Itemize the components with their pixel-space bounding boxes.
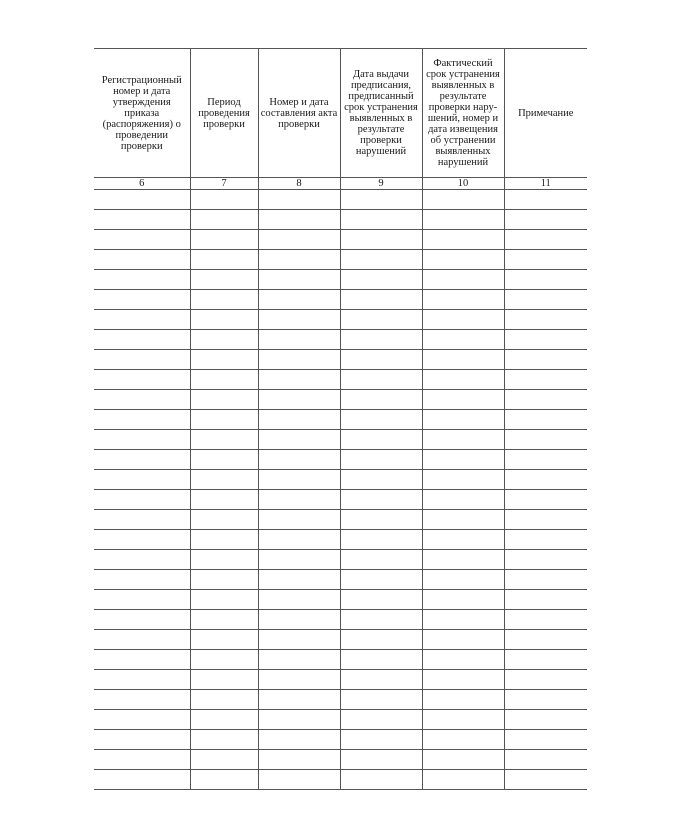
table-cell [190,490,258,510]
table-cell [422,630,504,650]
table-cell [340,230,422,250]
table-cell [94,770,190,790]
table-cell [340,730,422,750]
table-cell [340,710,422,730]
table-cell [190,710,258,730]
table-cell [94,330,190,350]
table-row [94,710,587,730]
table-cell [504,670,587,690]
table-cell [190,550,258,570]
table-cell [340,330,422,350]
table-cell [94,230,190,250]
table-cell [258,470,340,490]
table-cell [94,610,190,630]
table-cell [190,270,258,290]
table-cell [258,370,340,390]
table-cell [190,690,258,710]
table-cell [190,370,258,390]
table-cell [340,370,422,390]
table-cell [340,750,422,770]
table-cell [190,650,258,670]
table-row [94,250,587,270]
table-cell [258,190,340,210]
table-cell [340,430,422,450]
table-cell [258,290,340,310]
table-cell [190,190,258,210]
table-cell [504,690,587,710]
table-cell [340,530,422,550]
table-cell [422,510,504,530]
table-cell [258,410,340,430]
table-cell [190,250,258,270]
table-row [94,670,587,690]
table-cell [258,550,340,570]
table-row [94,530,587,550]
column-number: 10 [422,178,504,190]
table-cell [190,630,258,650]
table-cell [504,470,587,490]
table-cell [422,430,504,450]
table-cell [504,570,587,590]
table-cell [258,590,340,610]
table-row [94,630,587,650]
table-row [94,610,587,630]
table-cell [422,270,504,290]
table-cell [258,610,340,630]
table-cell [94,210,190,230]
table-cell [190,590,258,610]
table-cell [340,590,422,610]
column-number: 6 [94,178,190,190]
table-row [94,310,587,330]
table-cell [258,310,340,330]
table-cell [94,410,190,430]
column-number: 7 [190,178,258,190]
table-cell [94,430,190,450]
table-cell [340,390,422,410]
table-cell [340,510,422,530]
table-cell [94,530,190,550]
column-header-order-registration: Регистрационный номер и дата утверждения приказа (распоряжения) о проведении проверки [94,49,190,178]
table-cell [422,750,504,770]
table-cell [94,350,190,370]
table-cell [190,310,258,330]
column-header-actual-fix-date: Фактический срок устранения выявленных в результате проверки нарушений, номер и дата извещения об устранении выявленных нарушений [422,49,504,178]
column-number: 11 [504,178,587,190]
table-cell [504,510,587,530]
table-cell [94,250,190,270]
table-cell [422,670,504,690]
table-cell [258,670,340,690]
table-cell [422,230,504,250]
table-cell [422,410,504,430]
table-cell [504,530,587,550]
table-cell [340,550,422,570]
table-row [94,570,587,590]
table-cell [258,530,340,550]
table-row [94,330,587,350]
table-cell [422,390,504,410]
table-cell [258,210,340,230]
table-cell [258,450,340,470]
table-row [94,550,587,570]
table-cell [504,630,587,650]
table-cell [258,690,340,710]
table-row [94,390,587,410]
table-row [94,410,587,430]
table-cell [258,350,340,370]
table-cell [94,630,190,650]
table-cell [422,190,504,210]
table-cell [258,250,340,270]
table-row [94,350,587,370]
table-cell [258,710,340,730]
table-cell [504,770,587,790]
table-cell [340,410,422,430]
table-row [94,290,587,310]
table-cell [422,370,504,390]
table-cell [340,770,422,790]
column-header-act-number-date: Номер и дата составления акта проверки [258,49,340,178]
table-cell [94,710,190,730]
table-cell [504,350,587,370]
table-cell [94,450,190,470]
table-cell [190,510,258,530]
table-cell [340,670,422,690]
table-cell [190,210,258,230]
table-cell [504,710,587,730]
table-cell [504,290,587,310]
table-cell [94,550,190,570]
table-cell [504,490,587,510]
table-cell [504,750,587,770]
table-row [94,230,587,250]
table-cell [94,650,190,670]
inspection-register-table [94,48,587,790]
table-cell [504,250,587,270]
table-row [94,490,587,510]
table-cell [190,410,258,430]
table-row [94,190,587,210]
table-cell [422,570,504,590]
table-cell [190,330,258,350]
table-cell [340,270,422,290]
table-cell [94,270,190,290]
table-cell [94,490,190,510]
table-cell [340,210,422,230]
table-row [94,470,587,490]
table-cell [190,230,258,250]
table-cell [504,590,587,610]
table-cell [94,470,190,490]
column-header-remarks: Примечание [504,49,587,178]
table-cell [422,550,504,570]
table-cell [340,690,422,710]
table-cell [190,750,258,770]
table-cell [258,230,340,250]
table-cell [258,630,340,650]
table-cell [190,770,258,790]
table-cell [422,210,504,230]
table-cell [504,610,587,630]
table-cell [340,350,422,370]
table-cell [190,530,258,550]
column-number: 8 [258,178,340,190]
column-number-row [94,178,587,190]
table-cell [94,510,190,530]
table-cell [190,350,258,370]
table-cell [504,430,587,450]
table-cell [94,590,190,610]
table-cell [190,450,258,470]
table-cell [190,570,258,590]
table-row [94,510,587,530]
table-cell [340,250,422,270]
table-cell [504,410,587,430]
table-cell [94,290,190,310]
table-cell [258,430,340,450]
table-cell [258,730,340,750]
table-cell [190,430,258,450]
table-cell [504,550,587,570]
table-cell [340,290,422,310]
table-cell [190,390,258,410]
table-cell [504,730,587,750]
table-row [94,730,587,750]
table-cell [340,570,422,590]
column-header-prescription-date: Дата выдачи предписания, предписанный срок устранения выявленных в результате проверки нарушений [340,49,422,178]
table-cell [504,370,587,390]
table-row [94,690,587,710]
table-cell [340,190,422,210]
table-cell [422,290,504,310]
table-cell [422,530,504,550]
table-cell [340,610,422,630]
table-row [94,370,587,390]
table-cell [94,670,190,690]
table-cell [504,190,587,210]
table-cell [94,750,190,770]
table-cell [94,390,190,410]
table-cell [422,650,504,670]
table-cell [340,450,422,470]
header-row [94,49,587,178]
table-cell [422,350,504,370]
table-row [94,210,587,230]
table-cell [504,310,587,330]
table-cell [422,710,504,730]
table-cell [258,770,340,790]
column-number: 9 [340,178,422,190]
table-cell [94,730,190,750]
table-cell [422,470,504,490]
table-row [94,650,587,670]
table-cell [190,290,258,310]
table-cell [504,230,587,250]
table-cell [422,330,504,350]
table-cell [504,650,587,670]
table-cell [422,590,504,610]
table-row [94,770,587,790]
table-cell [340,650,422,670]
table-cell [258,570,340,590]
table-cell [94,570,190,590]
table-cell [94,310,190,330]
table-cell [258,510,340,530]
table-cell [422,690,504,710]
table-row [94,270,587,290]
table-cell [190,610,258,630]
table-cell [504,330,587,350]
table-cell [422,770,504,790]
column-header-inspection-period: Период проведения проверки [190,49,258,178]
table-cell [258,650,340,670]
register-body [94,190,587,790]
table-cell [504,270,587,290]
table-row [94,590,587,610]
table-cell [258,490,340,510]
table-cell [258,330,340,350]
table-cell [94,370,190,390]
table-cell [422,450,504,470]
table-cell [422,730,504,750]
table-cell [190,670,258,690]
table-cell [340,490,422,510]
table-cell [340,470,422,490]
table-cell [422,310,504,330]
table-cell [422,250,504,270]
table-row [94,430,587,450]
table-cell [258,390,340,410]
table-cell [94,690,190,710]
table-cell [258,750,340,770]
table-cell [340,630,422,650]
table-cell [94,190,190,210]
table-cell [190,730,258,750]
table-cell [504,450,587,470]
table-cell [422,610,504,630]
table-cell [258,270,340,290]
table-cell [504,390,587,410]
table-row [94,750,587,770]
table-cell [504,210,587,230]
table-cell [190,470,258,490]
table-cell [422,490,504,510]
table-cell [340,310,422,330]
table-row [94,450,587,470]
